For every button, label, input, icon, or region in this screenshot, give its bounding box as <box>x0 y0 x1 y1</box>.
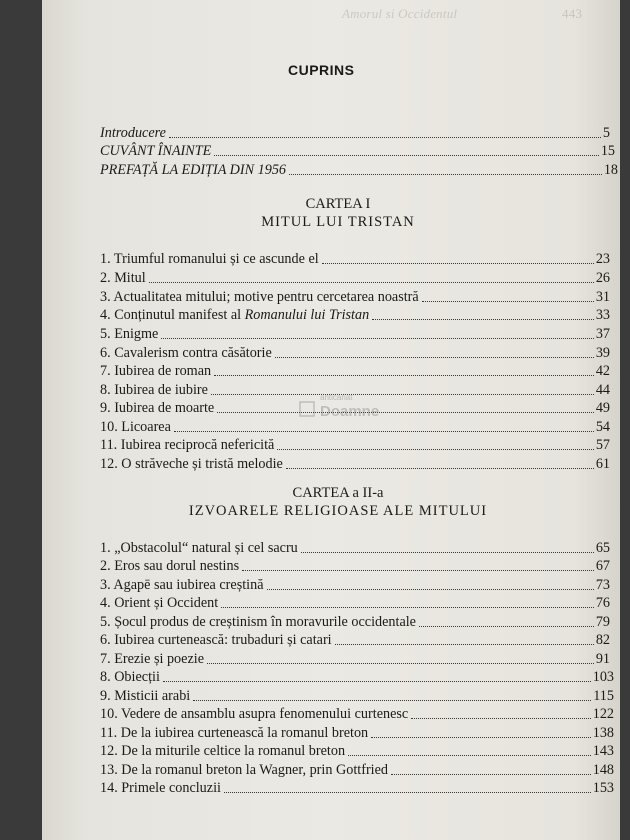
book-page <box>42 0 620 840</box>
toc-entry <box>100 558 610 574</box>
toc-entry-page: 67 <box>595 558 610 574</box>
toc-entry-label: 7. Iubirea de roman <box>100 363 212 379</box>
toc-entry <box>100 780 614 796</box>
toc-entry-page: 33 <box>595 307 610 323</box>
toc-entry <box>100 614 610 630</box>
leader-dots <box>169 137 601 138</box>
toc-entry <box>100 577 610 593</box>
toc-entry-label <box>100 307 369 323</box>
toc-entry-label: 6. Cavalerism contra căsătorie <box>100 345 272 361</box>
toc-entry-label: 11. De la iubirea curtenească la romanul breton <box>100 725 369 741</box>
leader-dots <box>224 792 591 793</box>
leader-dots <box>301 552 594 553</box>
toc-entry-page: 61 <box>595 456 610 472</box>
leader-dots <box>161 338 593 339</box>
leader-dots <box>207 663 594 664</box>
toc-entry-label: 2. Eros sau dorul nestins <box>100 558 240 574</box>
leader-dots <box>217 412 594 413</box>
toc-entry-page: 57 <box>595 437 610 453</box>
leader-dots <box>335 644 594 645</box>
leader-dots <box>193 700 591 701</box>
toc-entry-label: 10. Licoarea <box>100 419 171 435</box>
toc-entry-page: 76 <box>595 595 610 611</box>
toc-entry <box>100 270 610 286</box>
watermark-stamp <box>292 382 402 442</box>
toc-entry-label: 2. Mitul <box>100 270 146 286</box>
toc-entry <box>100 743 614 759</box>
part-heading: CARTEA I <box>305 196 371 212</box>
toc-entry-page: 91 <box>595 651 610 667</box>
toc-entry <box>100 143 615 159</box>
running-header: Amorul si Occidentul <box>342 6 458 21</box>
leader-dots <box>411 718 591 719</box>
toc-entry <box>100 289 610 305</box>
toc-entry-page: 103 <box>592 669 614 685</box>
running-page-number: 443 <box>562 6 583 21</box>
svg-text:Doamne: Doamne <box>320 403 380 420</box>
leader-dots <box>419 626 594 627</box>
leader-dots <box>149 282 594 283</box>
toc-entry <box>100 688 614 704</box>
toc-entry-label: 5. Enigme <box>100 326 159 342</box>
toc-entry-page: 115 <box>593 688 614 704</box>
toc-entry-page: 153 <box>592 780 614 796</box>
toc-entry-label: 3. Agapē sau iubirea creștină <box>100 577 264 593</box>
toc-entry-label: 4. Orient și Occident <box>100 595 219 611</box>
toc-entry-page: 82 <box>595 632 610 648</box>
toc-entry-page: 15 <box>600 143 615 159</box>
toc-entry-page: 143 <box>592 743 614 759</box>
leader-dots <box>242 570 594 571</box>
toc-entry <box>100 706 614 722</box>
toc-entry-label: 12. O străveche și tristă melodie <box>100 456 283 472</box>
toc-entry-page: 122 <box>592 706 614 722</box>
toc-entry <box>100 725 614 741</box>
toc-entry-page: 138 <box>592 725 614 741</box>
svg-text:anticariat: anticariat <box>320 393 353 402</box>
toc-entry-page: 42 <box>595 363 610 379</box>
toc-entry-label: 10. Vedere de ansamblu asupra fenomenului curtenesc <box>100 706 409 722</box>
toc-entry <box>100 669 614 685</box>
toc-entry-page: 39 <box>595 345 610 361</box>
toc-entry-label: 8. Iubirea de iubire <box>100 382 208 398</box>
toc-entry-label: 11. Iubirea reciprocă nefericită <box>100 437 275 453</box>
toc-entry-page: 23 <box>595 251 610 267</box>
toc-entry <box>100 651 610 667</box>
toc-entry <box>100 307 610 323</box>
toc-entry-label: 1. Triumful romanului și ce ascunde el <box>100 251 319 267</box>
toc-entry-label-italic: Romanului lui Tristan <box>244 307 370 323</box>
toc-entry-page: 148 <box>592 762 614 778</box>
leader-dots <box>211 394 594 395</box>
toc-entry <box>100 251 610 267</box>
leader-dots <box>214 375 594 376</box>
toc-entry-label: 3. Actualitatea mitului; motive pentru cercetarea noastră <box>100 289 419 305</box>
leader-dots <box>348 755 591 756</box>
toc-entry-label: 9. Iubirea de moarte <box>100 400 215 416</box>
leader-dots <box>275 357 594 358</box>
toc-entry-page: 26 <box>595 270 610 286</box>
toc-entry-page: 31 <box>595 289 610 305</box>
leader-dots <box>267 589 594 590</box>
leader-dots <box>422 301 594 302</box>
toc-entry-page: 79 <box>595 614 610 630</box>
toc-entry <box>100 125 610 141</box>
toc-entry <box>100 162 618 178</box>
toc-entry-page: 5 <box>602 125 610 141</box>
toc-entry <box>100 595 610 611</box>
toc-entry-label: 7. Erezie și poezie <box>100 651 204 667</box>
toc-entry-label: 6. Iubirea curtenească: trubaduri și catari <box>100 632 332 648</box>
toc-entry <box>100 345 610 361</box>
leader-dots <box>163 681 591 682</box>
toc-entry-label: Introducere <box>100 125 166 141</box>
part-heading: CARTEA a II-a <box>292 485 384 501</box>
toc-entry-label: 5. Șocul produs de creștinism în moravurile occidentale <box>100 614 416 630</box>
leader-dots <box>277 449 593 450</box>
toc-entry <box>100 540 610 556</box>
toc-entry-page: 65 <box>595 540 610 556</box>
toc-entry-label-text: 4. Conținutul manifest al <box>100 307 245 323</box>
leader-dots <box>289 174 602 175</box>
toc-entry-label: CUVÂNT ÎNAINTE <box>100 143 212 159</box>
toc-entry-label: 14. Primele concluzii <box>100 780 221 796</box>
toc-entry-label: 9. Misticii arabi <box>100 688 191 704</box>
leader-dots <box>214 155 599 156</box>
toc-entry-label: PREFAȚĂ LA EDIȚIA DIN 1956 <box>100 162 287 178</box>
leader-dots <box>221 607 594 608</box>
toc-entry-page: 44 <box>595 382 610 398</box>
toc-entry <box>100 326 610 342</box>
toc-entry-label: 13. De la romanul breton la Wagner, prin Gottfried <box>100 762 388 778</box>
part-subheading: MITUL LUI TRISTAN <box>261 214 415 230</box>
toc-entry <box>100 762 614 778</box>
leader-dots <box>286 468 594 469</box>
toc-entry <box>100 632 610 648</box>
toc-entry-label: 1. „Obstacolul“ natural și cel sacru <box>100 540 298 556</box>
toc-entry-page: 37 <box>595 326 610 342</box>
toc-entry-label: 12. De la miturile celtice la romanul breton <box>100 743 346 759</box>
leader-dots <box>322 263 594 264</box>
toc-entry-label: 8. Obiecții <box>100 669 160 685</box>
toc-entry-page: 54 <box>595 419 610 435</box>
toc-entry <box>100 456 610 472</box>
watermark-logo-icon <box>292 382 402 442</box>
toc-entry-page: 49 <box>595 400 610 416</box>
toc-entry <box>100 363 610 379</box>
toc-entry-page: 73 <box>595 577 610 593</box>
leader-dots <box>391 774 591 775</box>
leader-dots <box>371 737 591 738</box>
part-subheading: IZVOARELE RELIGIOASE ALE MITULUI <box>188 503 488 519</box>
toc-entry-page: 18 <box>603 162 618 178</box>
leader-dots <box>372 319 594 320</box>
page-title: CUPRINS <box>288 62 355 78</box>
